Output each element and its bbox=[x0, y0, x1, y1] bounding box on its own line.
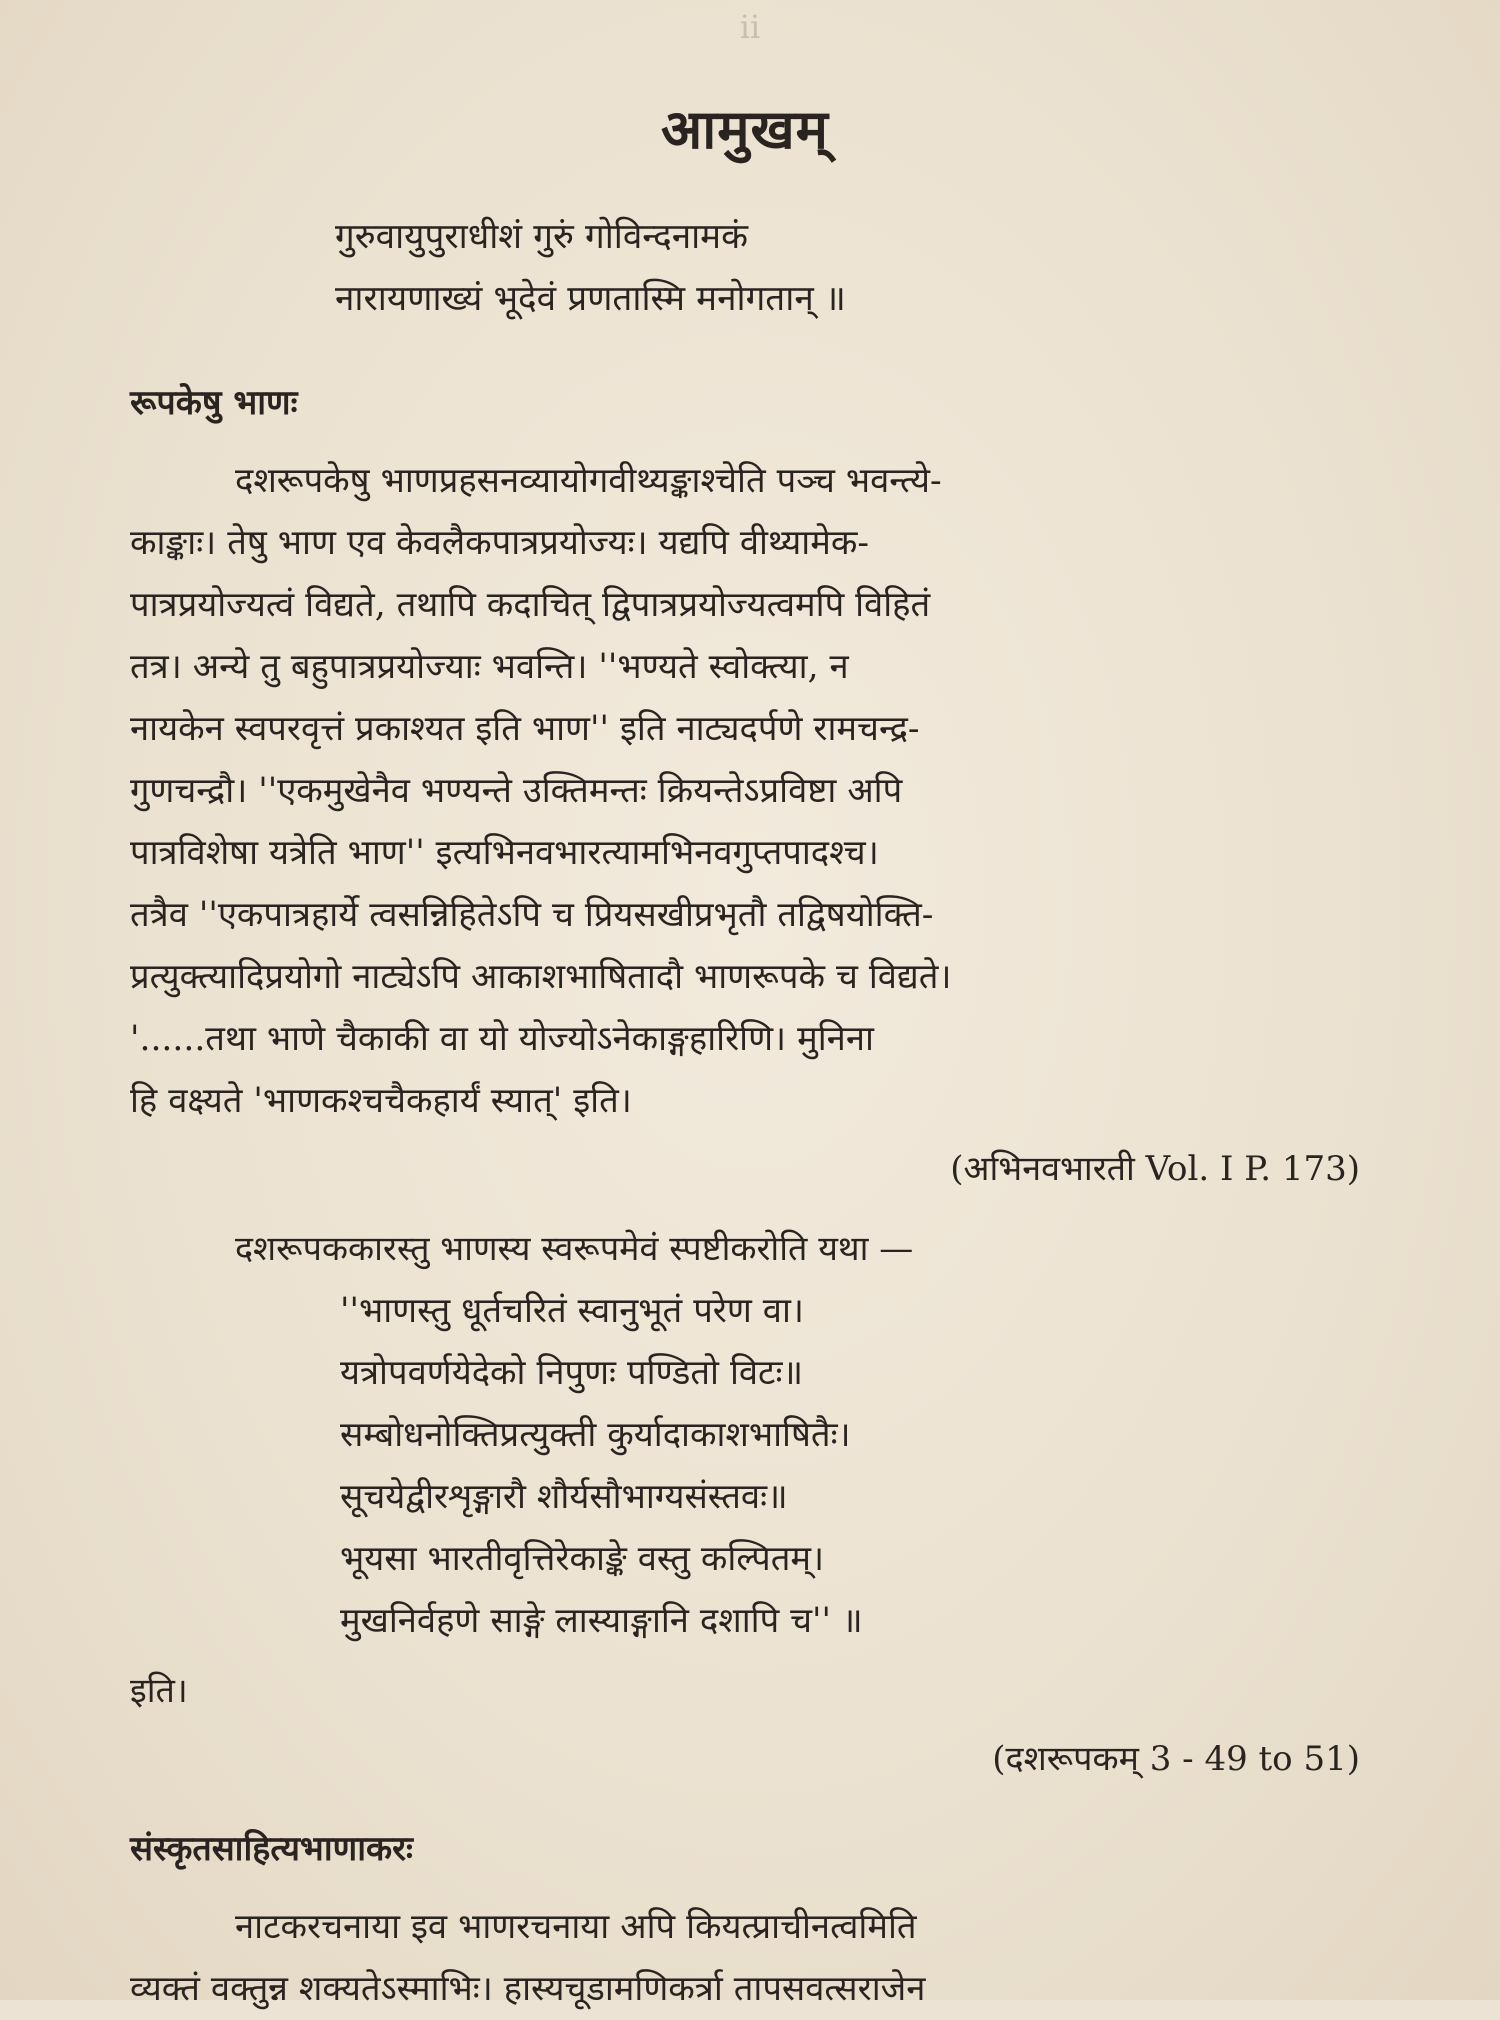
karika-line: भूयसा भारतीवृत्तिरेकाङ्के वस्तु कल्पितम्। bbox=[340, 1539, 825, 1579]
section-heading-sanskrit-bhana: संस्कृतसाहित्यभाणाकरः bbox=[130, 1829, 413, 1869]
paragraph-line: गुणचन्द्रौ। ''एकमुखेनैव भण्यन्ते उक्तिमन्तः क्रियन्तेऽप्रविष्टा अपि bbox=[130, 771, 903, 811]
paragraph-sanskrit-bhana bbox=[130, 1896, 1360, 2020]
paragraph-line: काङ्काः। तेषु भाण एव केवलैकपात्रप्रयोज्यः। यद्यपि वीथ्यामेक- bbox=[130, 523, 869, 563]
paragraph-line: व्यक्तं वक्तुन्न शक्यतेऽस्माभिः। हास्यचूडामणिकर्त्रा तापसवत्सराजेन bbox=[130, 1969, 926, 2009]
paragraph-line: हि वक्ष्यते 'भाणकश्चचैकहार्यं स्यात्' इति। bbox=[130, 1081, 632, 1121]
page-title: आमुखम् bbox=[661, 97, 829, 161]
paragraph-line: तत्रैव ''एकपात्रहार्ये त्वसन्निहितेऽपि च प्रियसखीप्रभृतौ तद्विषयोक्ति- bbox=[130, 895, 934, 935]
karika-line: सम्बोधनोक्तिप्रत्युक्ती कुर्यादाकाशभाषितैः। bbox=[340, 1415, 851, 1455]
paragraph-line: पात्रप्रयोज्यत्वं विद्यते, तथापि कदाचित् द्विपात्रप्रयोज्यत्वमपि विहितं bbox=[130, 585, 931, 625]
iti-text: इति। bbox=[130, 1671, 188, 1711]
paragraph-bhana bbox=[130, 450, 1360, 1132]
karika-line: यत्रोपवर्णयेदेको निपुणः पण्डितो विटः॥ bbox=[340, 1353, 804, 1393]
citation-abhinavabharati: (अभिनवभारती Vol. I P. 173) bbox=[950, 1149, 1360, 1189]
karika-line: ''भाणस्तु धूर्तचरितं स्वानुभूतं परेण वा। bbox=[340, 1291, 804, 1331]
invocation-line: नारायणाख्यं भूदेवं प्रणतास्मि मनोगतान् ॥ bbox=[335, 279, 846, 319]
paragraph-line: नाटकरचनाया इव भाणरचनाया अपि कियत्प्राचीनत्वमिति bbox=[235, 1907, 917, 1947]
section-heading-bhana: रूपकेषु भाणः bbox=[130, 383, 298, 423]
paragraph-line: नायकेन स्वपरवृत्तं प्रकाश्यत इति भाण'' इति नाट्यदर्पणे रामचन्द्र- bbox=[130, 709, 920, 749]
karika-verse bbox=[130, 1280, 1360, 1652]
karika-line: मुखनिर्वहणे साङ्गे लास्याङ्गानि दशापि च'' ॥ bbox=[340, 1601, 863, 1641]
citation-dasharupakam: (दशरूपकम् 3 - 49 to 51) bbox=[992, 1739, 1360, 1779]
paragraph-line: दशरूपकेषु भाणप्रहसनव्यायोगवीथ्यङ्काश्चेति पञ्च भवन्त्ये- bbox=[235, 461, 942, 501]
karika-line: सूचयेद्वीरशृङ्गारौ शौर्यसौभाग्यसंस्तवः॥ bbox=[340, 1477, 788, 1517]
section-sanskrit-bhana bbox=[130, 1824, 1360, 2020]
invocation-line: गुरुवायुपुराधीशं गुरुं गोविन्दनामकं bbox=[335, 217, 748, 257]
paragraph-line: पात्रविशेषा यत्रेति भाण'' इत्यभिनवभारत्यामभिनवगुप्तपादश्च। bbox=[130, 833, 879, 873]
invocation-verse bbox=[130, 206, 1360, 330]
paragraph-line: तत्र। अन्ये तु बहुपात्रप्रयोज्याः भवन्ति। ''भण्यते स्वोक्त्या, न bbox=[130, 647, 849, 687]
karika-intro: दशरूपककारस्तु भाणस्य स्वरूपमेवं स्पष्टीकरोति यथा — bbox=[235, 1229, 914, 1269]
page-content bbox=[130, 90, 1360, 2020]
paragraph-line: '......तथा भाणे चैकाकी वा यो योज्योऽनेकाङ्गहारिणि। मुनिना bbox=[130, 1019, 874, 1059]
paragraph-line: प्रत्युक्त्यादिप्रयोगो नाट्येऽपि आकाशभाषितादौ भाणरूपके च विद्यते। bbox=[130, 957, 952, 997]
page-number: ii bbox=[739, 8, 761, 46]
